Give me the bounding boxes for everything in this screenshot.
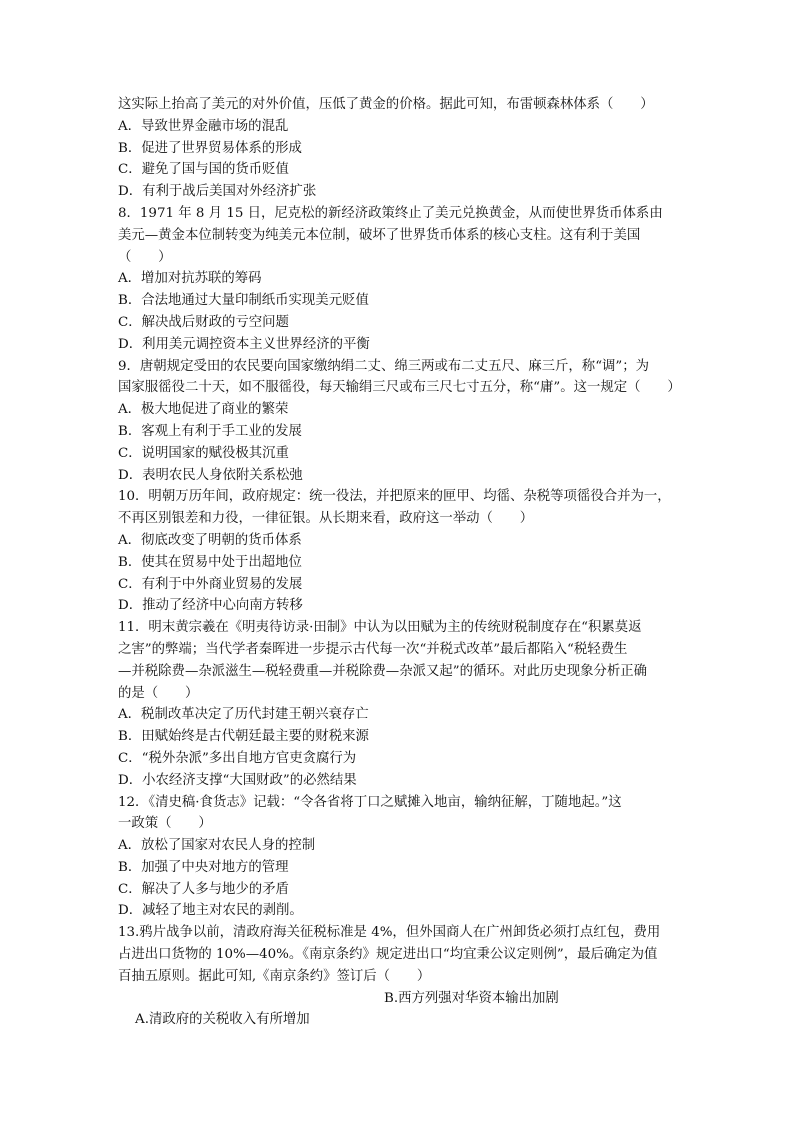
question-8-option-c: C．解决战后财政的亏空问题	[118, 314, 289, 330]
question-11-stem-line-3: —并税除费—杂派滋生—税轻费重—并税除费—杂派又起”的循环。对此历史现象分析正确	[118, 663, 648, 679]
question-13-stem-line-1: 13.鸦片战争以前，清政府海关征税标准是 4%，但外国商人在广州卸货必须打点红包，费用	[118, 925, 661, 941]
question-11-option-a: A．税制改革决定了历代封建王朝兴衰存亡	[118, 707, 369, 723]
question-10-stem-line-1: 10．明朝万历年间，政府规定：统一役法，并把原来的匣甲、均徭、杂税等项徭役合并为一，	[118, 489, 671, 505]
question-12-stem-line-2: 一政策（ ）	[118, 816, 212, 832]
question-7-option-b: B．促进了世界贸易体系的形成	[118, 140, 302, 156]
question-7-option-c: C．避免了国与国的货币贬值	[118, 162, 289, 178]
question-9-stem-line-2: 国家服徭役二十天，如不服徭役，每天输绢三尺或布三尺七寸五分，称“庸”。这一规定（ ）	[118, 380, 681, 396]
question-8-option-a: A．增加对抗苏联的筹码	[118, 271, 262, 287]
question-11-stem-line-4: 的是（ ）	[118, 685, 199, 701]
question-9-option-c: C．说明国家的赋役极其沉重	[118, 445, 289, 461]
question-10-option-d: D．推动了经济中心向南方转移	[118, 598, 303, 614]
question-10-option-b: B．使其在贸易中处于出超地位	[118, 554, 302, 570]
question-10-option-c: C．有利于中外商业贸易的发展	[118, 576, 303, 592]
question-8-stem-line-3: （ ）	[118, 249, 172, 265]
question-7-option-a: A．导致世界金融市场的混乱	[118, 118, 289, 134]
question-7-option-d: D．有利于战后美国对外经济扩张	[118, 184, 317, 200]
question-8-option-b: B．合法地通过大量印制纸币实现美元贬值	[118, 293, 369, 309]
question-12-stem-line-1: 12．《清史稿·食货志》记载：“令各省将丁口之赋摊入地亩，输纳征解，丁随地起。”这	[118, 794, 622, 810]
document-page	[118, 94, 681, 1028]
question-13-options-row	[118, 988, 678, 1028]
question-8-option-d: D．利用美元调控资本主义世界经济的平衡	[118, 336, 370, 352]
question-13-option-b: B.西方列强对华资本输出加剧	[384, 990, 559, 1006]
question-7-stem-end: 这实际上抬高了美元的对外价值，压低了黄金的价格。据此可知，布雷顿森林体系（ ）	[118, 97, 654, 112]
question-12-option-a: A．放松了国家对农民人身的控制	[118, 838, 316, 854]
question-13-stem-line-3: 百抽五原则。据此可知,《南京条约》签订后（ ）	[118, 968, 431, 984]
question-12-option-c: C．解决了人多与地少的矛盾	[118, 881, 289, 897]
question-13-option-a: A.清政府的关税收入有所增加	[135, 1012, 310, 1028]
question-13-stem-line-2: 占进出口货物的 10%—40%。《南京条约》规定进出口“均宜秉公议定则例”，最后确定为值	[118, 947, 658, 963]
question-9-stem-line-1: 9．唐朝规定受田的农民要向国家缴纳绢二丈、绵三两或布二丈五尺、麻三斤，称“调”；为	[118, 358, 650, 374]
question-9-option-b: B．客观上有利于手工业的发展	[118, 423, 302, 439]
question-10-stem-line-2: 不再区别银差和力役，一律征银。从长期来看，政府这一举动（ ）	[118, 511, 534, 527]
question-11-option-b: B．田赋始终是古代朝廷最主要的财税来源	[118, 729, 369, 745]
question-8-stem-line-1: 8．1971 年 8 月 15 日，尼克松的新经济政策终止了美元兑换黄金，从而使世界货币体系由	[118, 205, 663, 221]
question-12-option-b: B．加强了中央对地方的管理	[118, 859, 289, 875]
question-11-stem-line-2: 之害”的弊端；当代学者秦晖进一步提示古代每一次“并税式改革”最后都陷入“税轻费生	[118, 641, 628, 657]
question-12-option-d: D．减轻了地主对农民的剥削。	[118, 903, 303, 919]
question-9-option-d: D．表明农民人身依附关系松弛	[118, 467, 303, 483]
question-9-option-a: A．极大地促进了商业的繁荣	[118, 402, 289, 418]
question-11-option-d: D．小农经济支撑“大国财政”的必然结果	[118, 772, 357, 788]
question-11-option-c: C．“税外杂派”多出自地方官吏贪腐行为	[118, 750, 357, 766]
question-10-option-a: A．彻底改变了明朝的货币体系	[118, 532, 302, 548]
question-11-stem-line-1: 11．明末黄宗羲在《明夷待访录·田制》中认为以田赋为主的传统财税制度存在“积累莫返	[118, 620, 642, 636]
question-8-stem-line-2: 美元—黄金本位制转变为纯美元本位制，破坏了世界货币体系的核心支柱。这有利于美国	[118, 227, 641, 243]
